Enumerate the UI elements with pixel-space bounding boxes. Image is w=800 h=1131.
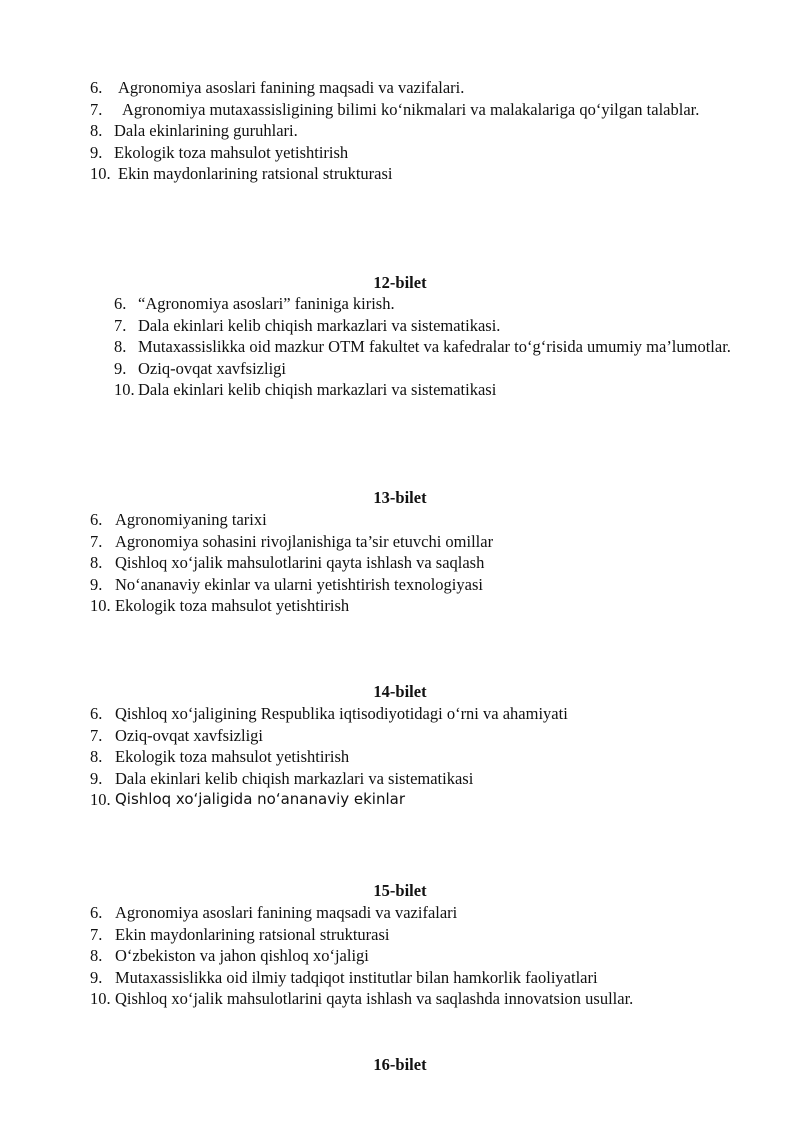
item-number: 10. (90, 596, 111, 615)
list-item (90, 988, 742, 1010)
item-text: Agronomiya asoslari fanining maqsadi va vazifalari (115, 903, 458, 922)
item-number: 10. (90, 164, 111, 183)
question-list-13 (90, 509, 742, 617)
list-item (114, 358, 742, 380)
list-item (90, 945, 742, 967)
item-number: 10. (90, 790, 111, 809)
item-number: 7. (90, 924, 103, 944)
item-number: 10. (90, 989, 111, 1008)
item-text: Agronomiya sohasini rivojlanishiga ta’sir etuvchi omillar (115, 531, 494, 551)
list-item (90, 142, 742, 164)
question-list-12 (114, 293, 742, 401)
list-item (90, 789, 742, 811)
ticket-heading-14: 14-bilet (373, 682, 427, 701)
item-text: Mutaxassislikka oid mazkur OTM fakultet va kafedralar to‘g‘risida umumiy ma’lumotlar. (138, 337, 731, 356)
item-number: 6. (90, 903, 103, 922)
item-text: Ekologik toza mahsulot yetishtirish (115, 747, 350, 766)
list-item (90, 509, 742, 531)
item-number: 6. (90, 704, 103, 723)
item-text: Qishloq xo‘jaligining Respublika iqtisodiyotidagi o‘rni va ahamiyati (115, 704, 568, 723)
list-item (90, 902, 742, 924)
item-text: Ekologik toza mahsulot yetishtirish (115, 596, 350, 615)
list-item (90, 77, 742, 99)
list-item (90, 768, 742, 790)
item-text: Oziq-ovqat xavfsizligi (115, 725, 264, 745)
item-number: 7. (90, 725, 103, 745)
question-list-14 (90, 703, 742, 811)
ticket-heading-13: 13-bilet (373, 488, 427, 507)
ticket-heading-16: 16-bilet (373, 1055, 427, 1074)
item-number: 7. (90, 99, 103, 119)
item-text: Dala ekinlarining guruhlari. (114, 121, 298, 140)
item-number: 7. (114, 315, 127, 335)
item-text: Qishloq xo‘jalik mahsulotlarini qayta ishlash va saqlash (115, 553, 485, 572)
list-item (90, 552, 742, 574)
item-number: 9. (114, 358, 127, 378)
item-number: 6. (90, 78, 103, 97)
list-item (90, 967, 742, 989)
item-number: 8. (90, 121, 103, 140)
item-text: Ekin maydonlarining ratsional strukturasi (118, 164, 393, 183)
list-item (90, 120, 742, 142)
item-number: 10. (114, 380, 135, 399)
list-item (90, 595, 742, 617)
item-number: 9. (90, 768, 103, 788)
item-text: Dala ekinlari kelib chiqish markazlari va sistematikasi. (138, 315, 501, 335)
item-text: No‘ananaviy ekinlar va ularni yetishtirish texnologiyasi (115, 574, 483, 594)
list-item (90, 163, 742, 185)
list-item (90, 746, 742, 768)
list-item (114, 379, 742, 401)
item-text: Dala ekinlari kelib chiqish markazlari va sistematikasi (138, 380, 497, 399)
list-item (90, 531, 742, 553)
item-number: 6. (114, 294, 127, 313)
question-list-continued (90, 77, 742, 185)
item-number: 8. (114, 337, 127, 356)
list-item (114, 315, 742, 337)
item-text: Qishloq xo‘jaligida no‘ananaviy ekinlar (115, 790, 406, 808)
item-number: 7. (90, 531, 103, 551)
item-text: Mutaxassislikka oid ilmiy tadqiqot institutlar bilan hamkorlik faoliyatlari (115, 967, 598, 987)
list-item (90, 725, 742, 747)
item-text: Dala ekinlari kelib chiqish markazlari va sistematikasi (115, 768, 474, 788)
list-item (114, 293, 742, 315)
item-number: 9. (90, 574, 103, 594)
item-number: 8. (90, 747, 103, 766)
item-number: 8. (90, 946, 103, 965)
ticket-heading-15: 15-bilet (373, 881, 427, 900)
question-list-15 (90, 902, 742, 1010)
item-text: Agronomiya mutaxassisligining bilimi ko‘nikmalari va malakalariga qo‘yilgan talablar. (122, 99, 700, 119)
list-item (90, 924, 742, 946)
list-item (90, 99, 742, 121)
item-text: Qishloq xo‘jalik mahsulotlarini qayta ishlash va saqlashda innovatsion usullar. (115, 989, 634, 1008)
ticket-heading-12: 12-bilet (373, 273, 427, 292)
list-item (90, 574, 742, 596)
list-item (90, 703, 742, 725)
item-text: Ekin maydonlarining ratsional strukturasi (115, 924, 390, 944)
item-number: 9. (90, 967, 103, 987)
item-number: 8. (90, 553, 103, 572)
item-number: 9. (90, 142, 103, 162)
item-text: Agronomiya asoslari fanining maqsadi va vazifalari. (118, 78, 465, 97)
item-number: 6. (90, 510, 103, 529)
item-text: Ekologik toza mahsulot yetishtirish (114, 142, 349, 162)
item-text: Agronomiyaning tarixi (115, 510, 267, 529)
item-text: “Agronomiya asoslari” faniniga kirish. (138, 294, 395, 313)
item-text: Oziq-ovqat xavfsizligi (138, 358, 287, 378)
item-text: O‘zbekiston va jahon qishloq xo‘jaligi (115, 946, 369, 965)
list-item (114, 336, 742, 358)
